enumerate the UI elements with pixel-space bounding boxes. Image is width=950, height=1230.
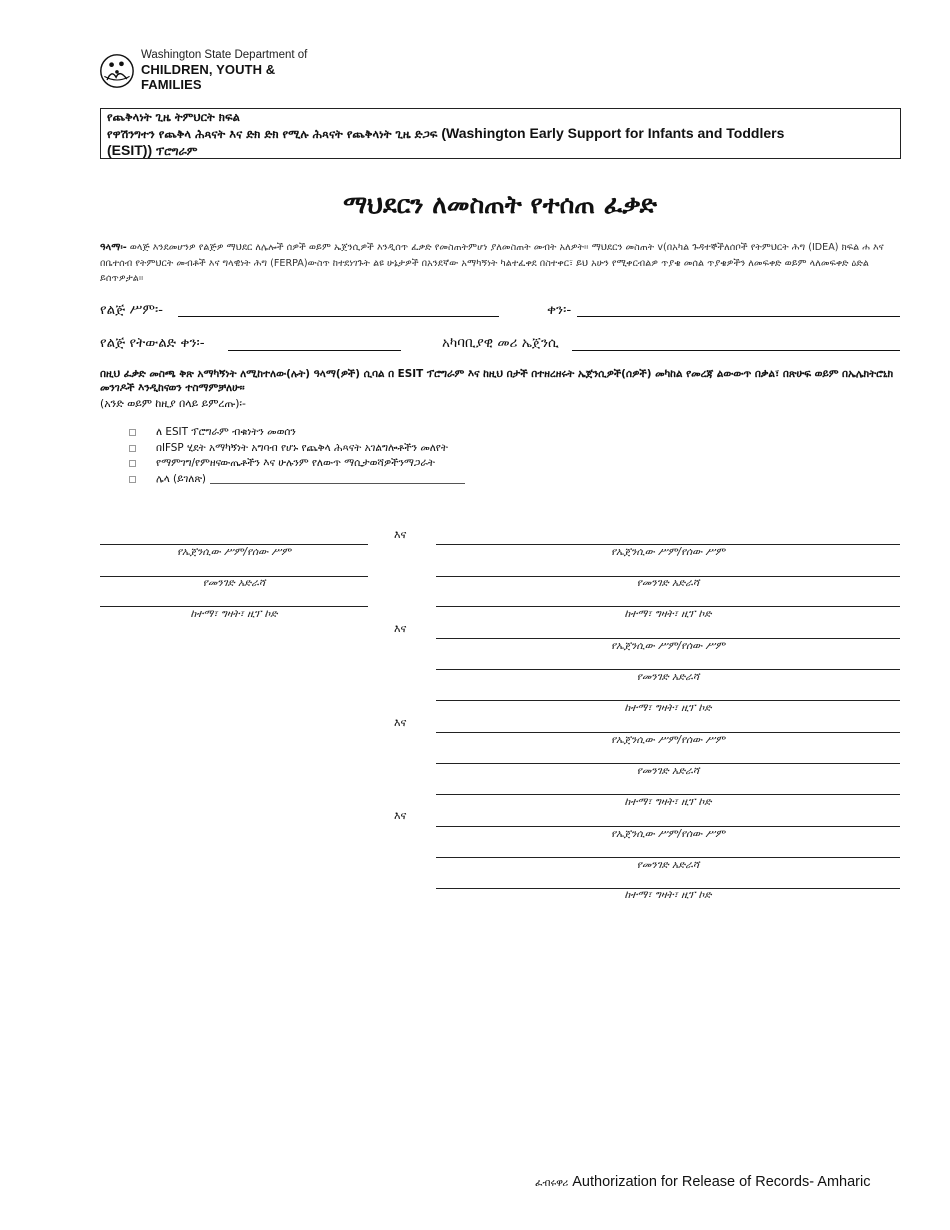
program-heading-program-word: ፕሮግራም [156,144,198,158]
select-instruction: (አንድ ወይም ከዚያ በላይ ይምረጡ)፡- [100,397,246,410]
recipient-name-line[interactable] [100,544,368,545]
child-dob-label: የልጅ የትውልድ ቀን፡- [100,335,205,351]
recipient-address-line[interactable] [436,669,900,670]
recipient-name-label: የኤጀንሲው ሥም/የሰው ሥም [176,546,291,558]
option-label: በIFSP ሂደት አማካኝነት አግባብ የሆኑ የጨቅላ ሕጻናት አገልግሎቶችን መለየት [156,441,448,454]
recipient-address-line[interactable] [436,857,900,858]
recipient-address-label: የመንገድ አድራሻ [636,577,700,589]
program-heading [107,125,894,159]
recipient-city-line[interactable] [436,794,900,795]
logo-division-text: CHILDREN, YOUTH & FAMILIES [140,61,276,92]
recipient-city-line[interactable] [436,606,900,607]
recipient-name-label: የኤጀንሲው ሥም/የሰው ሥም [610,828,725,840]
page-title: ማህደርን ለመስጠት የተሰጠ ፈቃድ [343,190,657,219]
child-name-field[interactable] [178,316,499,317]
recipient-name-line[interactable] [436,638,900,639]
recipient-address-label: የመንገድ አድራሻ [636,859,700,871]
recipient-name-label: የኤጀንሲው ሥም/የሰው ሥም [610,734,725,746]
footer-date: ፈብሩዋሪ [535,1178,569,1189]
option-esit-eligibility [129,425,296,439]
option-label: የማምገግ/የምዘናውጤቶችን እና ሁሉንም የለውጥ ማሲታወሻዎችንማጋራት [156,456,435,469]
checkbox[interactable] [129,460,136,467]
recipient-name-line[interactable] [436,826,900,827]
footer-form-name: Authorization for Release of Records- Amharic [572,1174,871,1190]
option-label: ሌላ (ይገለጽ) [156,472,206,485]
local-agency-label: አካባቢያዊ መሪ ኤጀንሲ [442,335,559,351]
and-connector: እና [394,622,407,635]
recipient-city-label: ከተማ፣ ግዛት፣ ዚፕ ኮድ [624,889,712,901]
child-dob-field[interactable] [228,350,401,351]
purpose-label: ዓላማ፡- [100,242,127,253]
local-agency-field[interactable] [572,350,900,351]
recipient-city-line[interactable] [436,700,900,701]
option-share-results [129,456,435,470]
checkbox[interactable] [129,445,136,452]
purpose-text: ወላጅ እንደመሆንዎ የልጅዎ ማህደር ለሌሎች ሰዎች ወይም ኤጀንሲዎች እንዲሰጥ ፈቃድ የመስጠትምሆነ ያለመስጠት መብት አለዎት፡፡ ማህደርን መስጠት v(በአካል ጉዳተኞችለሰቦች የትምህርት ሕግ (IDEA) ክፍል ሐ እና በቤተሰብ የትምህርት መብቶች እና ግላዊነት ሕግ (FERPA)ውስጥ ከተደነገጉት ልዩ ሁኔታዎች በአንደኛው አማካኝነት ካልተፈቀደ በስተቀር፣ ይህ አሁን የሚቀርብልዎ ጥያቄ መሰል ጥያቄዎችን ለመፍቀድ ወይም ላለመፍቀድ ዕድል ይሰጥዎታል። [100,242,884,284]
recipient-name-line[interactable] [436,732,900,733]
option-other [129,472,465,486]
recipient-address-label: የመንገድ አድራሻ [202,577,266,589]
child-name-label: የልጅ ሥም፡- [100,302,164,318]
recipient-name-label: የኤጀንሲው ሥም/የሰው ሥም [610,546,725,558]
logo-department-text: Washington State Department of [140,49,308,62]
recipient-city-label: ከተማ፣ ግዛት፣ ዚፕ ኮድ [624,796,712,808]
other-specify-field[interactable] [210,474,465,484]
checkbox[interactable] [129,429,136,436]
option-label: ለ ESIT ፕሮግራም ብቁነትን መወሰን [156,425,296,438]
authorization-statement: በዚህ ፈቃድ መስጫ ቅጽ አማካኝነት ለሚከተለው(ሉት) ዓላማ(ዎች) ሲባል በ ESIT ፕሮግራም እና ከዚህ በታች በተዘረዘሩት ኤጀንሲዎች(ሰዎች) መካከል የመረጃ ልውውጥ በቃል፣ በጽሁፍ ወይም በኤሌክትሮኒክ መንገዶች እንዲከናወን ተስማምቻለሁ። [100,368,894,394]
and-connector: እና [394,716,407,729]
recipient-city-label: ከተማ፣ ግዛት፣ ዚፕ ኮድ [624,608,712,620]
date-label: ቀን፡- [547,302,572,318]
program-header-box [100,108,901,159]
option-ifsp-services [129,441,448,455]
recipient-address-label: የመንገድ አድራሻ [636,765,700,777]
program-heading-english-abbrev: (ESIT)) [107,142,153,158]
recipient-name-line[interactable] [436,544,900,545]
dcyf-logo [99,50,329,92]
checkbox[interactable] [129,476,136,483]
and-connector: እና [394,528,407,541]
recipient-city-label: ከተማ፣ ግዛት፣ ዚፕ ኮድ [190,608,278,620]
program-heading-amharic: የዋሽንግተን የጨቅላ ሕጻናት እና ድክ ድክ የሚሉ ሕጻናት የጨቅላነት ጊዜ ድጋፍ [107,127,438,141]
program-heading-english: (Washington Early Support for Infants and Toddlers [441,125,785,141]
recipient-city-label: ከተማ፣ ግዛት፣ ዚፕ ኮድ [624,702,712,714]
purpose-paragraph [100,240,900,287]
form-footer [535,1174,870,1190]
recipient-address-line[interactable] [436,763,900,764]
date-field[interactable] [577,316,900,317]
recipient-name-label: የኤጀንሲው ሥም/የሰው ሥም [610,640,725,652]
and-connector: እና [394,809,407,822]
department-heading: የጨቅላነት ጊዜ ትምህርት ክፍል [107,110,240,124]
dcyf-emblem-icon [99,52,135,90]
recipient-address-label: የመንገድ አድራሻ [636,671,700,683]
recipient-city-line[interactable] [100,606,368,607]
